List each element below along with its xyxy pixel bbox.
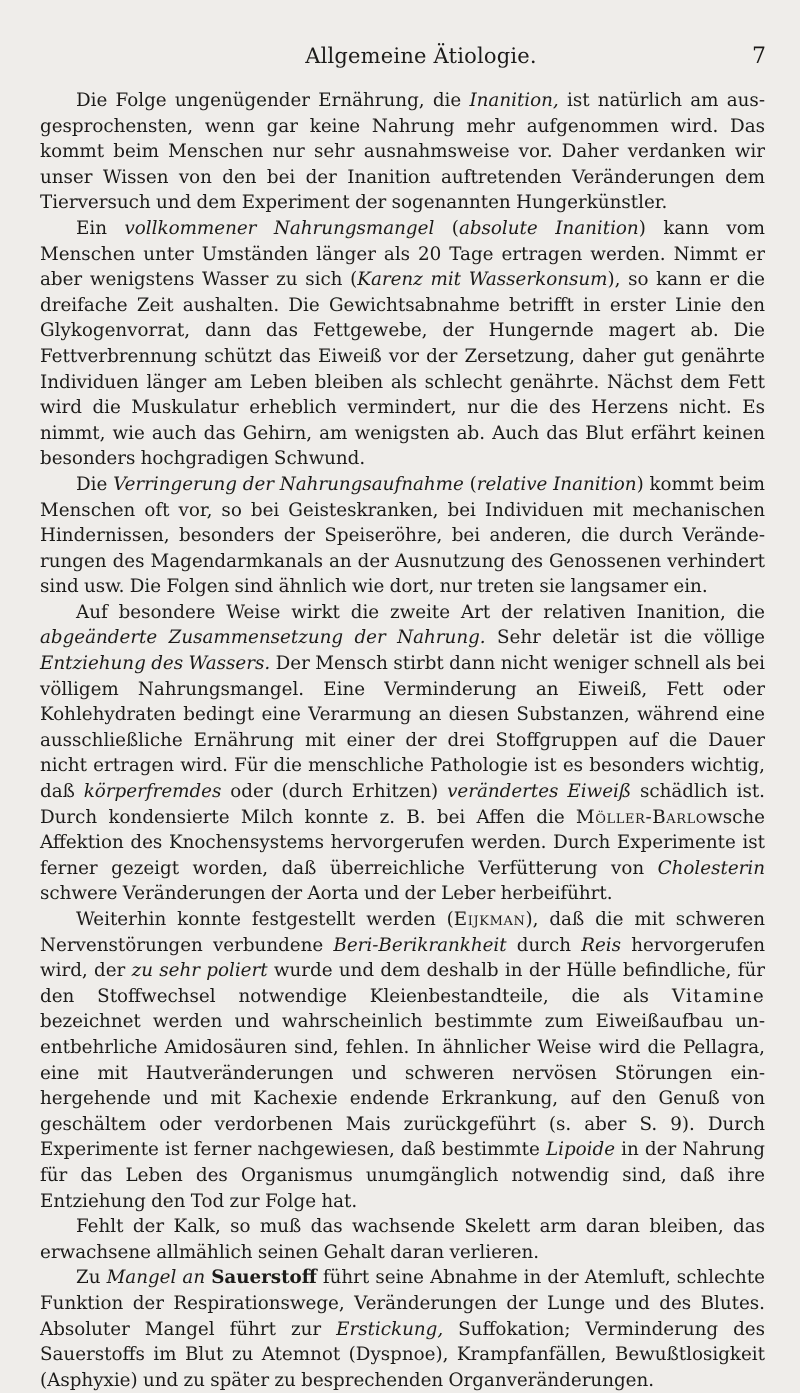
bold-text: Sauerstoff [211,1267,317,1289]
text-run: in der Nahrung für das Leben des Organismus unumgänglich notwendig sind, daß ihre Entziehung den Tod zur Folge hat. [40,1139,765,1212]
emphasis-text: relative Inanition [476,473,637,495]
text-run: ), daß die mit schweren Nervenstörungen verbundene [40,909,766,956]
emphasis-text: Erstickung, [336,1318,444,1340]
paragraph-calcium [40,1214,765,1265]
body-text [40,88,765,1393]
text-run: Die [76,473,114,495]
text-run: Sehr deletär ist die völlige [485,627,765,649]
paragraph-absolute-inanition [40,216,765,472]
text-run: Weiterhin konnte festgestellt werden ( [76,909,454,930]
author-name: Eijkman [453,909,526,930]
text-run: schwere Veränderungen der Aorta und der Leber herbeiführt. [40,883,613,905]
paragraph-altered-nutrition [40,600,765,907]
text-run: Zu [76,1267,107,1289]
text-run: Die Folge ungenügender Ernährung, die [76,90,470,111]
emphasis-text: vollkommener Nahrungsmangel [124,217,435,239]
spaced-term: Vitamine [671,985,765,1007]
text-run: führt seine Abnahme in der Atemluft, schlechte Funktion der Respirationswege, Veränderungen der Lunge und des Blutes. Absoluter Mangel führt zur [40,1267,765,1340]
author-name: Möller-Barlo [575,806,708,828]
text-run: Der Mensch stirbt dann nicht weniger schnell als bei völligem Nahrungsmangel. Eine Verminderung an Eiweiß, Fett oder Kohlehydraten bedingt eine Verarmung an diesen Substanzen, während eine ausschließliche Ernährung mit einer der drei Stoffgruppen auf die Dauer nicht ertragen wird. Für die menschliche Pathologie ist es besonders wichtig, daß [40,653,765,803]
emphasis-text: körperfremdes [83,781,222,803]
text-run: ist natürlich am ausgesprochensten, wenn gar keine Nahrung mehr aufgenommen wird. Das kommt beim Menschen nur sehr ausnahmsweise vor. Daher verdanken wir unser Wissen von den bei der Inanition auftretenden Veränderungen dem Tierversuch und dem Experiment der sogenannten Hungerkünstler. [40,90,765,214]
paragraph-vitamins [40,907,765,1214]
paragraph-oxygen [40,1265,765,1393]
text-run: ( [463,473,477,495]
text-run: oder (durch Erhitzen) [221,781,448,803]
text-run: wsche Affektion des Knochensystems hervorgerufen werden. Durch Experimente ist ferner gezeigt worden, daß überreichliche Verfütterung von [40,806,765,879]
text-run: Fehlt der Kalk, so muß das wachsende Skelett arm daran bleiben, das erwachsene allmählich seinen Gehalt daran verlieren. [40,1216,765,1263]
text-run: Ein [76,217,125,239]
text-run: ), so kann er die dreifache Zeit aushalten. Die Gewichtsabnahme betrifft in erster Linie den Glykogenvorrat, dann das Fettgewebe, der Hungernde magert ab. Die Fettverbrennung schützt das Eiweiß vor der Zersetzung, daher gut genährte Individuen länger am Leben bleiben als schlecht genährte. Nächst dem Fett wird die Muskulatur erheblich vermindert, nur die des Herzens nicht. Es nimmt, wie auch das Gehirn, am wenigsten ab. Auch das Blut erfährt keinen besonders hochgradigen Schwund. [40,269,765,470]
text-run: hervorgerufen wird, der [40,934,766,982]
emphasis-text: Lipoide [545,1139,616,1161]
emphasis-text: Reis [581,934,622,956]
emphasis-text: Verringerung der Nahrungsaufnahme [113,473,464,495]
text-run: Suffokation; Verminderung des Sauerstoffs im Blut zu Atemnot (Dyspnoe), Krampfanfällen, Bewußtlosigkeit (Asphyxie) und zu später zu besprechenden Organveränderungen. [40,1318,765,1391]
emphasis-text: Cholesterin [657,857,765,879]
emphasis-text: Inanition, [469,90,559,111]
emphasis-text: Beri-Berikrankheit [333,934,507,956]
text-run: ( [434,217,459,239]
text-run: durch [506,934,582,956]
text-run: ) kommt beim Menschen oft vor, so bei Geisteskranken, bei Individuen mit mechanischen Hindernissen, besonders der Speiseröhre, bei anderen, die durch Veränderungen des Magendarmkanals an der Ausnutzung des Genossenen verhindert sind usw. Die Folgen sind ähnlich wie dort, nur treten sie langsamer ein. [40,473,765,598]
emphasis-text: abgeänderte Zusammensetzung der Nahrung. [40,627,486,649]
text-run: schädlich ist. Durch kondensierte Milch konnte z. B. bei Affen die [40,781,765,828]
text-run: ) kann vom Menschen unter Umständen länger als 20 Tage ertragen werden. Nimmt er aber wenigstens Wasser zu sich ( [40,217,766,291]
chapter-title: Allgemeine Ätiologie. [305,44,537,68]
text-run: wurde und dem deshalb in der Hülle befindliche, für den Stoffwechsel notwendige Kleienbestandteile, die als [40,960,765,1007]
paragraph-inanition [40,88,765,216]
emphasis-text: absolute Inanition [458,217,639,239]
emphasis-text: Karenz mit Wasserkonsum [357,269,608,291]
paragraph-relative-inanition [40,472,765,600]
emphasis-text: Mangel an [106,1267,206,1289]
running-head [76,44,766,72]
page-number: 7 [752,44,766,69]
emphasis-text: verändertes Eiweiß [447,781,632,803]
emphasis-text: Entziehung des Wassers. [40,653,271,675]
emphasis-text: zu sehr poliert [131,960,268,982]
text-run: Auf besondere Weise wirkt die zweite Art der relativen Inanition, die [76,601,765,623]
text-run: bezeichnet werden und wahrscheinlich bestimmte zum Eiweißaufbau unentbehrliche Amidosäuren sind, fehlen. In ähnlicher Weise wird die Pellagra, eine mit Hautveränderungen und schweren nervösen Störungen einhergehende und mit Kachexie endende Erkrankung, auf den Genuß von geschältem oder verdorbenen Mais zurückgeführt (s. aber S. 9). Durch Experimente ist ferner nachgewiesen, daß bestimmte [40,1011,765,1161]
